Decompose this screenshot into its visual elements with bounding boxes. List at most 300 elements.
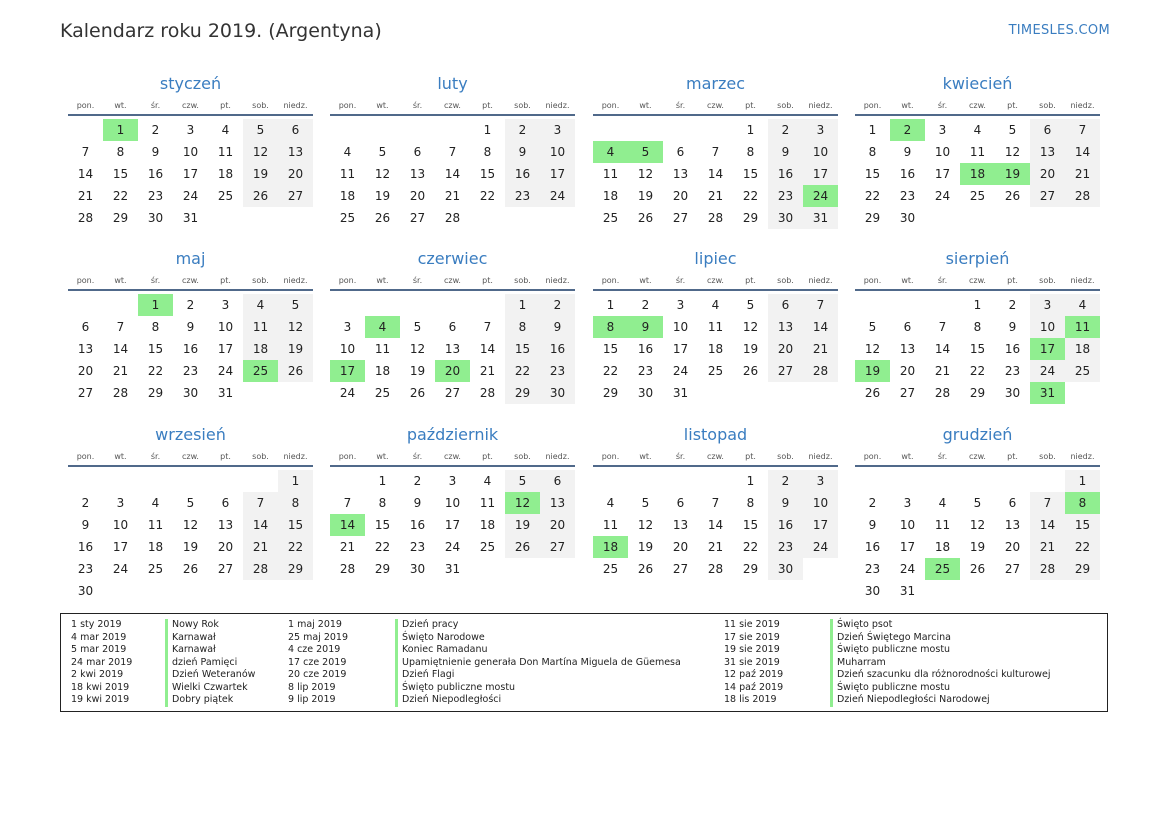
empty-cell [855, 294, 890, 316]
day-cell: 26 [374, 211, 391, 225]
day-cell: 28 [243, 558, 278, 580]
legend-date: 2 kwi 2019 [71, 669, 124, 680]
day-cell: 8 [278, 492, 313, 514]
day-cell: 5 [413, 320, 422, 334]
month-block [855, 248, 1100, 404]
weekday-label: sob. [1039, 276, 1056, 285]
day-cell: 5 [746, 298, 755, 312]
legend-names-column [830, 619, 1051, 707]
holiday-day-cell: 17 [330, 360, 365, 382]
day-cell: 23 [864, 562, 881, 576]
day-cell: 30 [899, 211, 916, 225]
weekday-label: śr. [412, 452, 423, 461]
empty-cell [663, 470, 698, 492]
weekday-header [330, 97, 575, 116]
legend-date: 19 kwi 2019 [71, 694, 130, 705]
day-cell: 24 [899, 562, 916, 576]
day-cell: 1 [1065, 470, 1100, 492]
weekday-label: pt. [220, 276, 231, 285]
holiday-day-cell: 1 [138, 294, 173, 316]
day-cell: 7 [116, 320, 125, 334]
day-cell: 3 [903, 496, 912, 510]
legend-date: 19 sie 2019 [724, 644, 780, 655]
day-grid [68, 294, 313, 404]
day-cell: 17 [899, 540, 916, 554]
weekday-header [593, 272, 838, 291]
day-cell: 2 [768, 470, 803, 492]
day-cell: 17 [540, 163, 575, 185]
day-cell: 16 [899, 167, 916, 181]
weekday-label: pt. [745, 276, 756, 285]
day-cell: 20 [672, 540, 689, 554]
day-cell: 21 [934, 364, 951, 378]
day-cell: 11 [969, 145, 986, 159]
day-cell: 26 [969, 562, 986, 576]
day-cell: 19 [969, 540, 986, 554]
weekday-label: czw. [444, 276, 461, 285]
day-cell: 29 [112, 211, 129, 225]
day-cell: 3 [221, 298, 230, 312]
day-cell: 13 [1030, 141, 1065, 163]
day-cell: 28 [77, 211, 94, 225]
day-cell: 22 [374, 540, 391, 554]
day-cell: 15 [742, 518, 759, 532]
day-cell: 2 [151, 123, 160, 137]
weekday-label: pt. [1007, 276, 1018, 285]
day-cell: 9 [540, 316, 575, 338]
weekday-label: pon. [338, 276, 357, 285]
day-cell: 23 [768, 185, 803, 207]
day-cell: 20 [672, 189, 689, 203]
day-cell: 30 [77, 584, 94, 598]
day-cell: 7 [1030, 492, 1065, 514]
weekday-label: pt. [220, 101, 231, 110]
day-cell: 27 [1004, 562, 1021, 576]
day-cell: 25 [339, 211, 356, 225]
day-cell: 17 [182, 167, 199, 181]
day-cell: 15 [278, 514, 313, 536]
day-cell: 18 [217, 167, 234, 181]
day-cell: 17 [112, 540, 129, 554]
day-cell: 26 [637, 211, 654, 225]
day-cell: 24 [934, 189, 951, 203]
day-cell: 10 [803, 141, 838, 163]
day-cell: 8 [973, 320, 982, 334]
day-cell: 20 [1004, 540, 1021, 554]
day-cell: 5 [973, 496, 982, 510]
holiday-day-cell: 4 [593, 141, 628, 163]
day-cell: 16 [409, 518, 426, 532]
day-cell: 9 [768, 141, 803, 163]
day-cell: 20 [278, 163, 313, 185]
empty-cell [925, 470, 960, 492]
day-cell: 23 [77, 562, 94, 576]
weekday-label: wt. [639, 452, 652, 461]
holiday-day-cell: 11 [1065, 316, 1100, 338]
month-block [593, 73, 838, 229]
weekday-header [593, 448, 838, 467]
day-cell: 18 [339, 189, 356, 203]
weekday-label: pon. [76, 101, 95, 110]
weekday-label: pon. [863, 101, 882, 110]
day-cell: 10 [182, 145, 199, 159]
legend-names-column [395, 619, 681, 707]
day-cell: 10 [339, 342, 356, 356]
day-cell: 14 [243, 514, 278, 536]
holiday-day-cell: 19 [855, 360, 890, 382]
day-cell: 30 [637, 386, 654, 400]
day-cell: 18 [707, 342, 724, 356]
day-cell: 13 [768, 316, 803, 338]
brand-link[interactable]: TIMESLES.COM [1008, 23, 1110, 38]
weekday-label: czw. [707, 452, 724, 461]
day-cell: 23 [1004, 364, 1021, 378]
day-cell: 27 [409, 211, 426, 225]
day-cell: 16 [768, 163, 803, 185]
weekday-header [855, 448, 1100, 467]
day-cell: 13 [77, 342, 94, 356]
day-cell: 28 [934, 386, 951, 400]
legend-date: 1 maj 2019 [288, 619, 342, 630]
day-cell: 16 [1004, 342, 1021, 356]
day-cell: 19 [742, 342, 759, 356]
legend-holiday-name: dzień Pamięci [165, 657, 255, 670]
day-cell: 21 [1065, 163, 1100, 185]
day-cell: 24 [1030, 360, 1065, 382]
holiday-day-cell: 12 [505, 492, 540, 514]
holiday-day-cell: 25 [925, 558, 960, 580]
day-cell: 12 [742, 320, 759, 334]
day-cell: 31 [217, 386, 234, 400]
legend-holiday-name: Karnawał [165, 644, 255, 657]
legend-holiday-name: Dzień Niepodległości [395, 694, 681, 707]
holiday-day-cell: 19 [995, 163, 1030, 185]
legend-date: 24 mar 2019 [71, 656, 133, 668]
day-cell: 16 [864, 540, 881, 554]
legend-holiday-name: Dzień Świętego Marcina [830, 632, 1051, 645]
day-cell: 24 [112, 562, 129, 576]
day-cell: 18 [1065, 338, 1100, 360]
day-cell: 1 [483, 123, 492, 137]
day-cell: 12 [182, 518, 199, 532]
day-cell: 26 [409, 386, 426, 400]
day-cell: 12 [969, 518, 986, 532]
day-cell: 13 [217, 518, 234, 532]
empty-cell [68, 119, 103, 141]
empty-cell [960, 470, 995, 492]
day-cell: 20 [540, 514, 575, 536]
day-cell: 28 [803, 360, 838, 382]
day-cell: 29 [864, 211, 881, 225]
day-cell: 26 [505, 536, 540, 558]
weekday-label: czw. [182, 101, 199, 110]
weekday-label: śr. [412, 101, 423, 110]
holiday-day-cell: 17 [1030, 338, 1065, 360]
day-cell: 11 [147, 518, 164, 532]
weekday-label: pon. [863, 452, 882, 461]
weekday-label: pt. [745, 101, 756, 110]
day-cell: 25 [374, 386, 391, 400]
day-cell: 27 [672, 211, 689, 225]
day-cell: 7 [803, 294, 838, 316]
weekday-label: czw. [969, 276, 986, 285]
weekday-label: pon. [863, 276, 882, 285]
day-cell: 6 [903, 320, 912, 334]
day-cell: 11 [707, 320, 724, 334]
day-cell: 23 [768, 536, 803, 558]
day-cell: 14 [934, 342, 951, 356]
empty-cell [330, 294, 365, 316]
day-cell: 5 [868, 320, 877, 334]
day-cell: 17 [672, 342, 689, 356]
day-cell: 16 [182, 342, 199, 356]
month-name: marzec [685, 74, 745, 93]
day-cell: 2 [413, 474, 422, 488]
weekday-label: sob. [777, 276, 794, 285]
empty-cell [855, 470, 890, 492]
day-cell: 7 [483, 320, 492, 334]
day-cell: 29 [1065, 558, 1100, 580]
day-cell: 9 [151, 145, 160, 159]
empty-cell [435, 119, 470, 141]
day-cell: 2 [186, 298, 195, 312]
day-cell: 7 [711, 145, 720, 159]
day-cell: 3 [1030, 294, 1065, 316]
day-cell: 9 [81, 518, 90, 532]
holiday-day-cell: 20 [435, 360, 470, 382]
day-cell: 6 [540, 470, 575, 492]
month-block [593, 248, 838, 404]
day-cell: 14 [707, 167, 724, 181]
day-cell: 4 [483, 474, 492, 488]
day-cell: 18 [374, 364, 391, 378]
empty-cell [400, 294, 435, 316]
legend-holiday-name: Wielki Czwartek [165, 682, 255, 695]
day-cell: 30 [147, 211, 164, 225]
weekday-label: wt. [901, 276, 914, 285]
month-name: luty [437, 74, 468, 93]
weekday-label: czw. [969, 101, 986, 110]
day-cell: 4 [606, 496, 615, 510]
empty-cell [330, 470, 365, 492]
day-cell: 22 [1065, 536, 1100, 558]
day-cell: 12 [243, 141, 278, 163]
day-cell: 8 [483, 145, 492, 159]
day-cell: 11 [374, 342, 391, 356]
day-cell: 26 [1004, 189, 1021, 203]
day-cell: 24 [803, 536, 838, 558]
day-cell: 15 [374, 518, 391, 532]
weekday-label: pt. [745, 452, 756, 461]
holiday-legend [60, 613, 1108, 712]
day-cell: 7 [243, 492, 278, 514]
weekday-label: niedz. [545, 276, 570, 285]
month-block [330, 73, 575, 229]
legend-date: 17 sie 2019 [724, 631, 780, 643]
page-title: Kalendarz roku 2019. (Argentyna) [60, 20, 382, 42]
day-cell: 10 [217, 320, 234, 334]
day-cell: 5 [378, 145, 387, 159]
day-cell: 12 [864, 342, 881, 356]
month-block [330, 424, 575, 580]
month-block [68, 248, 313, 404]
weekday-label: pon. [76, 452, 95, 461]
day-cell: 12 [637, 167, 654, 181]
day-cell: 10 [934, 145, 951, 159]
day-cell: 20 [768, 338, 803, 360]
empty-cell [593, 470, 628, 492]
day-cell: 1 [746, 474, 755, 488]
day-cell: 31 [899, 584, 916, 598]
legend-holiday-name: Nowy Rok [165, 619, 255, 632]
day-cell: 7 [81, 145, 90, 159]
day-cell: 8 [116, 145, 125, 159]
day-cell: 6 [1008, 496, 1017, 510]
day-cell: 14 [112, 342, 129, 356]
day-cell: 6 [768, 294, 803, 316]
day-cell: 6 [81, 320, 90, 334]
empty-cell [628, 470, 663, 492]
legend-holiday-name: Upamiętnienie generała Don Martína Miguela de Güemesa [395, 657, 681, 670]
day-cell: 22 [147, 364, 164, 378]
day-cell: 19 [409, 364, 426, 378]
day-cell: 22 [278, 536, 313, 558]
day-cell: 20 [409, 189, 426, 203]
day-cell: 21 [339, 540, 356, 554]
day-cell: 25 [1065, 360, 1100, 382]
weekday-label: sob. [777, 452, 794, 461]
weekday-label: pon. [601, 452, 620, 461]
day-cell: 28 [707, 211, 724, 225]
day-cell: 21 [112, 364, 129, 378]
day-cell: 8 [505, 316, 540, 338]
month-name: maj [175, 249, 206, 268]
legend-holiday-name: Dobry piątek [165, 694, 255, 707]
day-cell: 21 [444, 189, 461, 203]
day-cell: 19 [637, 189, 654, 203]
weekday-label: wt. [901, 452, 914, 461]
day-cell: 16 [147, 167, 164, 181]
day-grid [330, 119, 575, 229]
month-block [855, 73, 1100, 229]
day-cell: 31 [672, 386, 689, 400]
day-cell: 28 [1030, 558, 1065, 580]
day-cell: 17 [217, 342, 234, 356]
empty-cell [138, 470, 173, 492]
day-cell: 30 [768, 207, 803, 229]
legend-date: 9 lip 2019 [288, 694, 336, 705]
day-cell: 3 [186, 123, 195, 137]
day-cell: 2 [1008, 298, 1017, 312]
day-cell: 30 [768, 558, 803, 580]
day-cell: 29 [505, 382, 540, 404]
day-cell: 22 [505, 360, 540, 382]
day-cell: 24 [182, 189, 199, 203]
day-cell: 19 [505, 514, 540, 536]
day-cell: 3 [803, 119, 838, 141]
day-cell: 11 [339, 167, 356, 181]
day-cell: 27 [77, 386, 94, 400]
day-cell: 23 [505, 185, 540, 207]
day-cell: 5 [278, 294, 313, 316]
day-cell: 24 [217, 364, 234, 378]
day-cell: 16 [505, 163, 540, 185]
day-cell: 24 [540, 185, 575, 207]
empty-cell [365, 294, 400, 316]
weekday-label: śr. [937, 452, 948, 461]
weekday-header [855, 97, 1100, 116]
day-cell: 14 [479, 342, 496, 356]
legend-holiday-name: Muharram [830, 657, 1051, 670]
day-cell: 6 [413, 145, 422, 159]
day-cell: 18 [243, 338, 278, 360]
day-cell: 15 [969, 342, 986, 356]
day-cell: 18 [934, 540, 951, 554]
weekday-label: niedz. [283, 101, 308, 110]
day-cell: 25 [707, 364, 724, 378]
day-cell: 17 [803, 514, 838, 536]
legend-date: 1 sty 2019 [71, 619, 122, 630]
day-cell: 12 [1004, 145, 1021, 159]
day-cell: 16 [637, 342, 654, 356]
weekday-label: wt. [376, 101, 389, 110]
day-cell: 27 [540, 536, 575, 558]
day-cell: 23 [899, 189, 916, 203]
weekday-label: śr. [675, 452, 686, 461]
holiday-day-cell: 18 [593, 536, 628, 558]
legend-holiday-name: Karnawał [165, 632, 255, 645]
empty-cell [890, 470, 925, 492]
day-cell: 3 [343, 320, 352, 334]
day-cell: 25 [479, 540, 496, 554]
day-cell: 9 [413, 496, 422, 510]
day-cell: 6 [676, 145, 685, 159]
weekday-label: pon. [601, 276, 620, 285]
weekday-label: czw. [969, 452, 986, 461]
day-cell: 6 [278, 119, 313, 141]
weekday-label: czw. [444, 101, 461, 110]
day-cell: 5 [505, 470, 540, 492]
day-cell: 13 [444, 342, 461, 356]
weekday-label: pt. [220, 452, 231, 461]
day-cell: 1 [278, 470, 313, 492]
day-grid [855, 294, 1100, 404]
day-cell: 22 [864, 189, 881, 203]
empty-cell [103, 470, 138, 492]
day-cell: 27 [768, 360, 803, 382]
month-name: lipiec [694, 249, 737, 268]
day-cell: 4 [243, 294, 278, 316]
weekday-label: sob. [252, 101, 269, 110]
weekday-header [68, 97, 313, 116]
empty-cell [208, 470, 243, 492]
day-cell: 18 [479, 518, 496, 532]
day-cell: 15 [112, 167, 129, 181]
month-name: styczeń [159, 74, 222, 93]
day-cell: 29 [742, 211, 759, 225]
holiday-day-cell: 9 [628, 316, 663, 338]
month-name: kwiecień [942, 74, 1013, 93]
day-cell: 7 [1065, 119, 1100, 141]
day-grid [593, 119, 838, 229]
weekday-label: śr. [150, 101, 161, 110]
day-cell: 15 [1065, 514, 1100, 536]
day-cell: 27 [278, 185, 313, 207]
day-cell: 1 [973, 298, 982, 312]
weekday-label: sob. [252, 276, 269, 285]
day-cell: 25 [602, 211, 619, 225]
day-cell: 3 [448, 474, 457, 488]
